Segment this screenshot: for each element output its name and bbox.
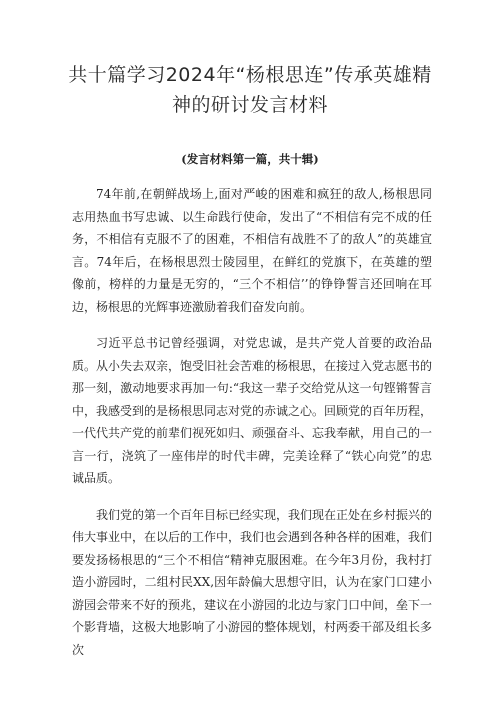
paragraph: 74年前,在朝鲜战场上,面对严峻的困难和疯狂的敌人,杨根思同志用热血书写忠诚、以生命践行使命，发出了“不相信有完不成的任务，不相信有克服不了的困难，不相信有战胜不了的敌人”的英雄宣言。74年后，在杨根思烈士陵园里，在鲜红的党旗下，在英雄的塑像前，榜样的力量是无穷的，“三个不相信’’的铮铮誓言还回响在耳边，杨根思的光辉事迹激励着我们奋发向前。 (72, 187, 432, 314)
document-title: 共十篇学习2024年“杨根思连”传承英雄精神的研讨发言材料 (68, 64, 432, 116)
document-body (72, 183, 432, 675)
paragraph: 习近平总书记曾经强调，对党忠诚，是共产党人首要的政治品质。从小失去双亲，饱受旧社会苦难的杨根思，在接过入党志愿书的那一刻，激动地要求再加一句:“我这一辈子交给党从这一句铿锵誓言中，我感受到的是杨根思同志对党的赤诚之心。回顾党的百年历程，一代代共产党的前辈们视死如归、顽强奋斗、忘我奉献，用自己的一言一行，浇筑了一座伟岸的时代丰碑，完美诠释了“铁心向党”的忠诚品质。 (72, 336, 433, 485)
paragraph: 我们党的第一个百年目标已经实现，我们现在正处在乡村振兴的伟大事业中，在以后的工作中，我们也会遇到各种各样的困难，我们要发扬杨根思的“三个不相信“精神克服困难。在今年3月份，我村打造小游园时，二组村民XX,因年龄偏大思想守旧，认为在家门口建小游园会带来不好的预兆，建议在小游园的北边与家门口中间，垒下一个影背墙，这极大地影响了小游园的整体规划，村两委干部及组长多次 (72, 507, 433, 657)
document-subtitle: (发言材料第一篇，共十辑) (181, 152, 319, 166)
